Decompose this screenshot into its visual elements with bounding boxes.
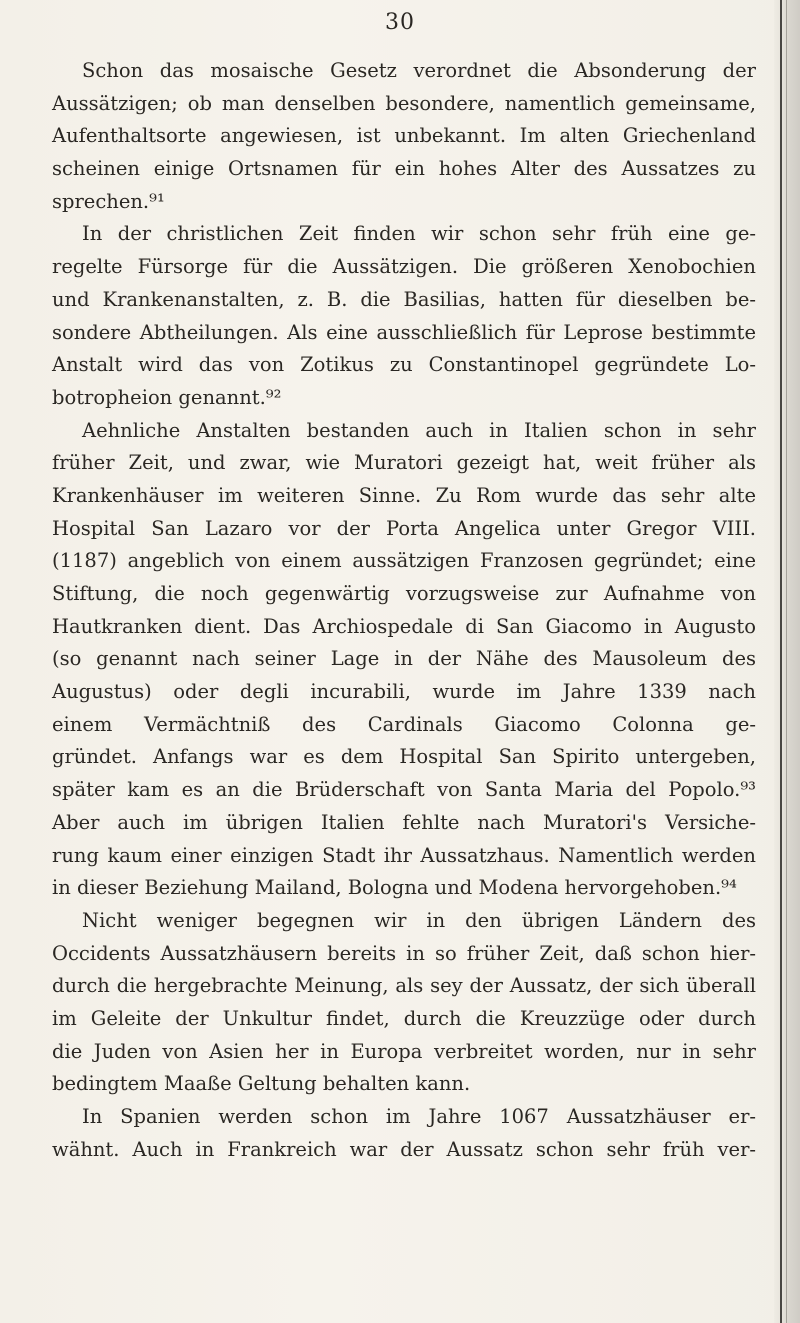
- text-line: Hautkranken dient. Das Archiospedale di San Giacomo in Augusto: [52, 614, 756, 638]
- text-line: Schon das mosaische Gesetz verordnet die Absonderung der: [82, 59, 756, 82]
- text-line: später kam es an die Brüderschaft von Santa Maria del Popolo.⁹³: [52, 778, 756, 802]
- text-line: gründet. Anfangs war es dem Hospital San Spirito untergeben,: [52, 745, 756, 769]
- text-line: bedingtem Maaße Geltung behalten kann.: [52, 1072, 471, 1096]
- text-line: Aber auch im übrigen Italien fehlte nach Muratori's Versiche-: [52, 810, 756, 834]
- text-line: Hospital San Lazaro vor der Porta Angelica unter Gregor VIII.: [52, 516, 756, 540]
- text-line: wähnt. Auch in Frankreich war der Aussatz schon sehr früh ver-: [52, 1137, 756, 1161]
- text-line: In Spanien werden schon im Jahre 1067 Aussatzhäuser er-: [82, 1105, 756, 1128]
- text-line: regelte Fürsorge für die Aussätzigen. Die größeren Xenobochien: [52, 255, 756, 279]
- text-line: In der christlichen Zeit finden wir schon sehr früh eine ge-: [82, 222, 756, 246]
- text-line: in dieser Beziehung Mailand, Bologna und Modena hervorgehoben.⁹⁴: [52, 876, 737, 900]
- text-line: Stiftung, die noch gegenwärtig vorzugsweise zur Aufnahme von: [52, 582, 756, 605]
- text-line: durch die hergebrachte Meinung, als sey der Aussatz, der sich überall: [52, 974, 756, 998]
- text-line: Nicht weniger begegnen wir in den übrigen Ländern des: [82, 908, 756, 932]
- text-line: einem Vermächtniß des Cardinals Giacomo Colonna ge-: [52, 712, 756, 736]
- text-line: Aussätzigen; ob man denselben besondere, namentlich gemeinsame,: [52, 91, 756, 115]
- text-line: botropheion genannt.⁹²: [52, 385, 282, 409]
- text-line: früher Zeit, und zwar, wie Muratori gezeigt hat, weit früher als: [52, 451, 756, 475]
- body-text: [52, 55, 756, 1166]
- text-line: sondere Abtheilungen. Als eine ausschließlich für Leprose bestimmte: [52, 320, 756, 344]
- page-number: 30: [385, 10, 415, 35]
- text-line: Augustus) oder degli incurabili, wurde im Jahre 1339 nach: [52, 680, 756, 704]
- text-line: (so genannt nach seiner Lage in der Nähe des Mausoleum des: [52, 647, 756, 671]
- text-line: rung kaum einer einzigen Stadt ihr Aussatzhaus. Namentlich werden: [52, 843, 756, 867]
- text-line: im Geleite der Unkultur findet, durch die Kreuzzüge oder durch: [52, 1006, 756, 1030]
- page-edge: [774, 0, 800, 1323]
- text-line: Aehnliche Anstalten bestanden auch in Italien schon in sehr: [82, 418, 756, 442]
- text-line: Occidents Aussatzhäusern bereits in so früher Zeit, daß schon hier-: [52, 941, 756, 965]
- text-line: Anstalt wird das von Zotikus zu Constantinopel gegründete Lo-: [52, 353, 756, 377]
- text-line: (1187) angeblich von einem aussätzigen Franzosen gegründet; eine: [52, 549, 756, 573]
- text-line: Aufenthaltsorte angewiesen, ist unbekannt. Im alten Griechenland: [52, 124, 756, 148]
- text-line: Krankenhäuser im weiteren Sinne. Zu Rom wurde das sehr alte: [52, 483, 756, 507]
- text-line: und Krankenanstalten, z. B. die Basilias, hatten für dieselben be-: [52, 287, 756, 311]
- text-line: sprechen.⁹¹: [52, 189, 165, 213]
- text-line: die Juden von Asien her in Europa verbreitet worden, nur in sehr: [52, 1039, 756, 1063]
- text-line: scheinen einige Ortsnamen für ein hohes Alter des Aussatzes zu: [52, 157, 756, 181]
